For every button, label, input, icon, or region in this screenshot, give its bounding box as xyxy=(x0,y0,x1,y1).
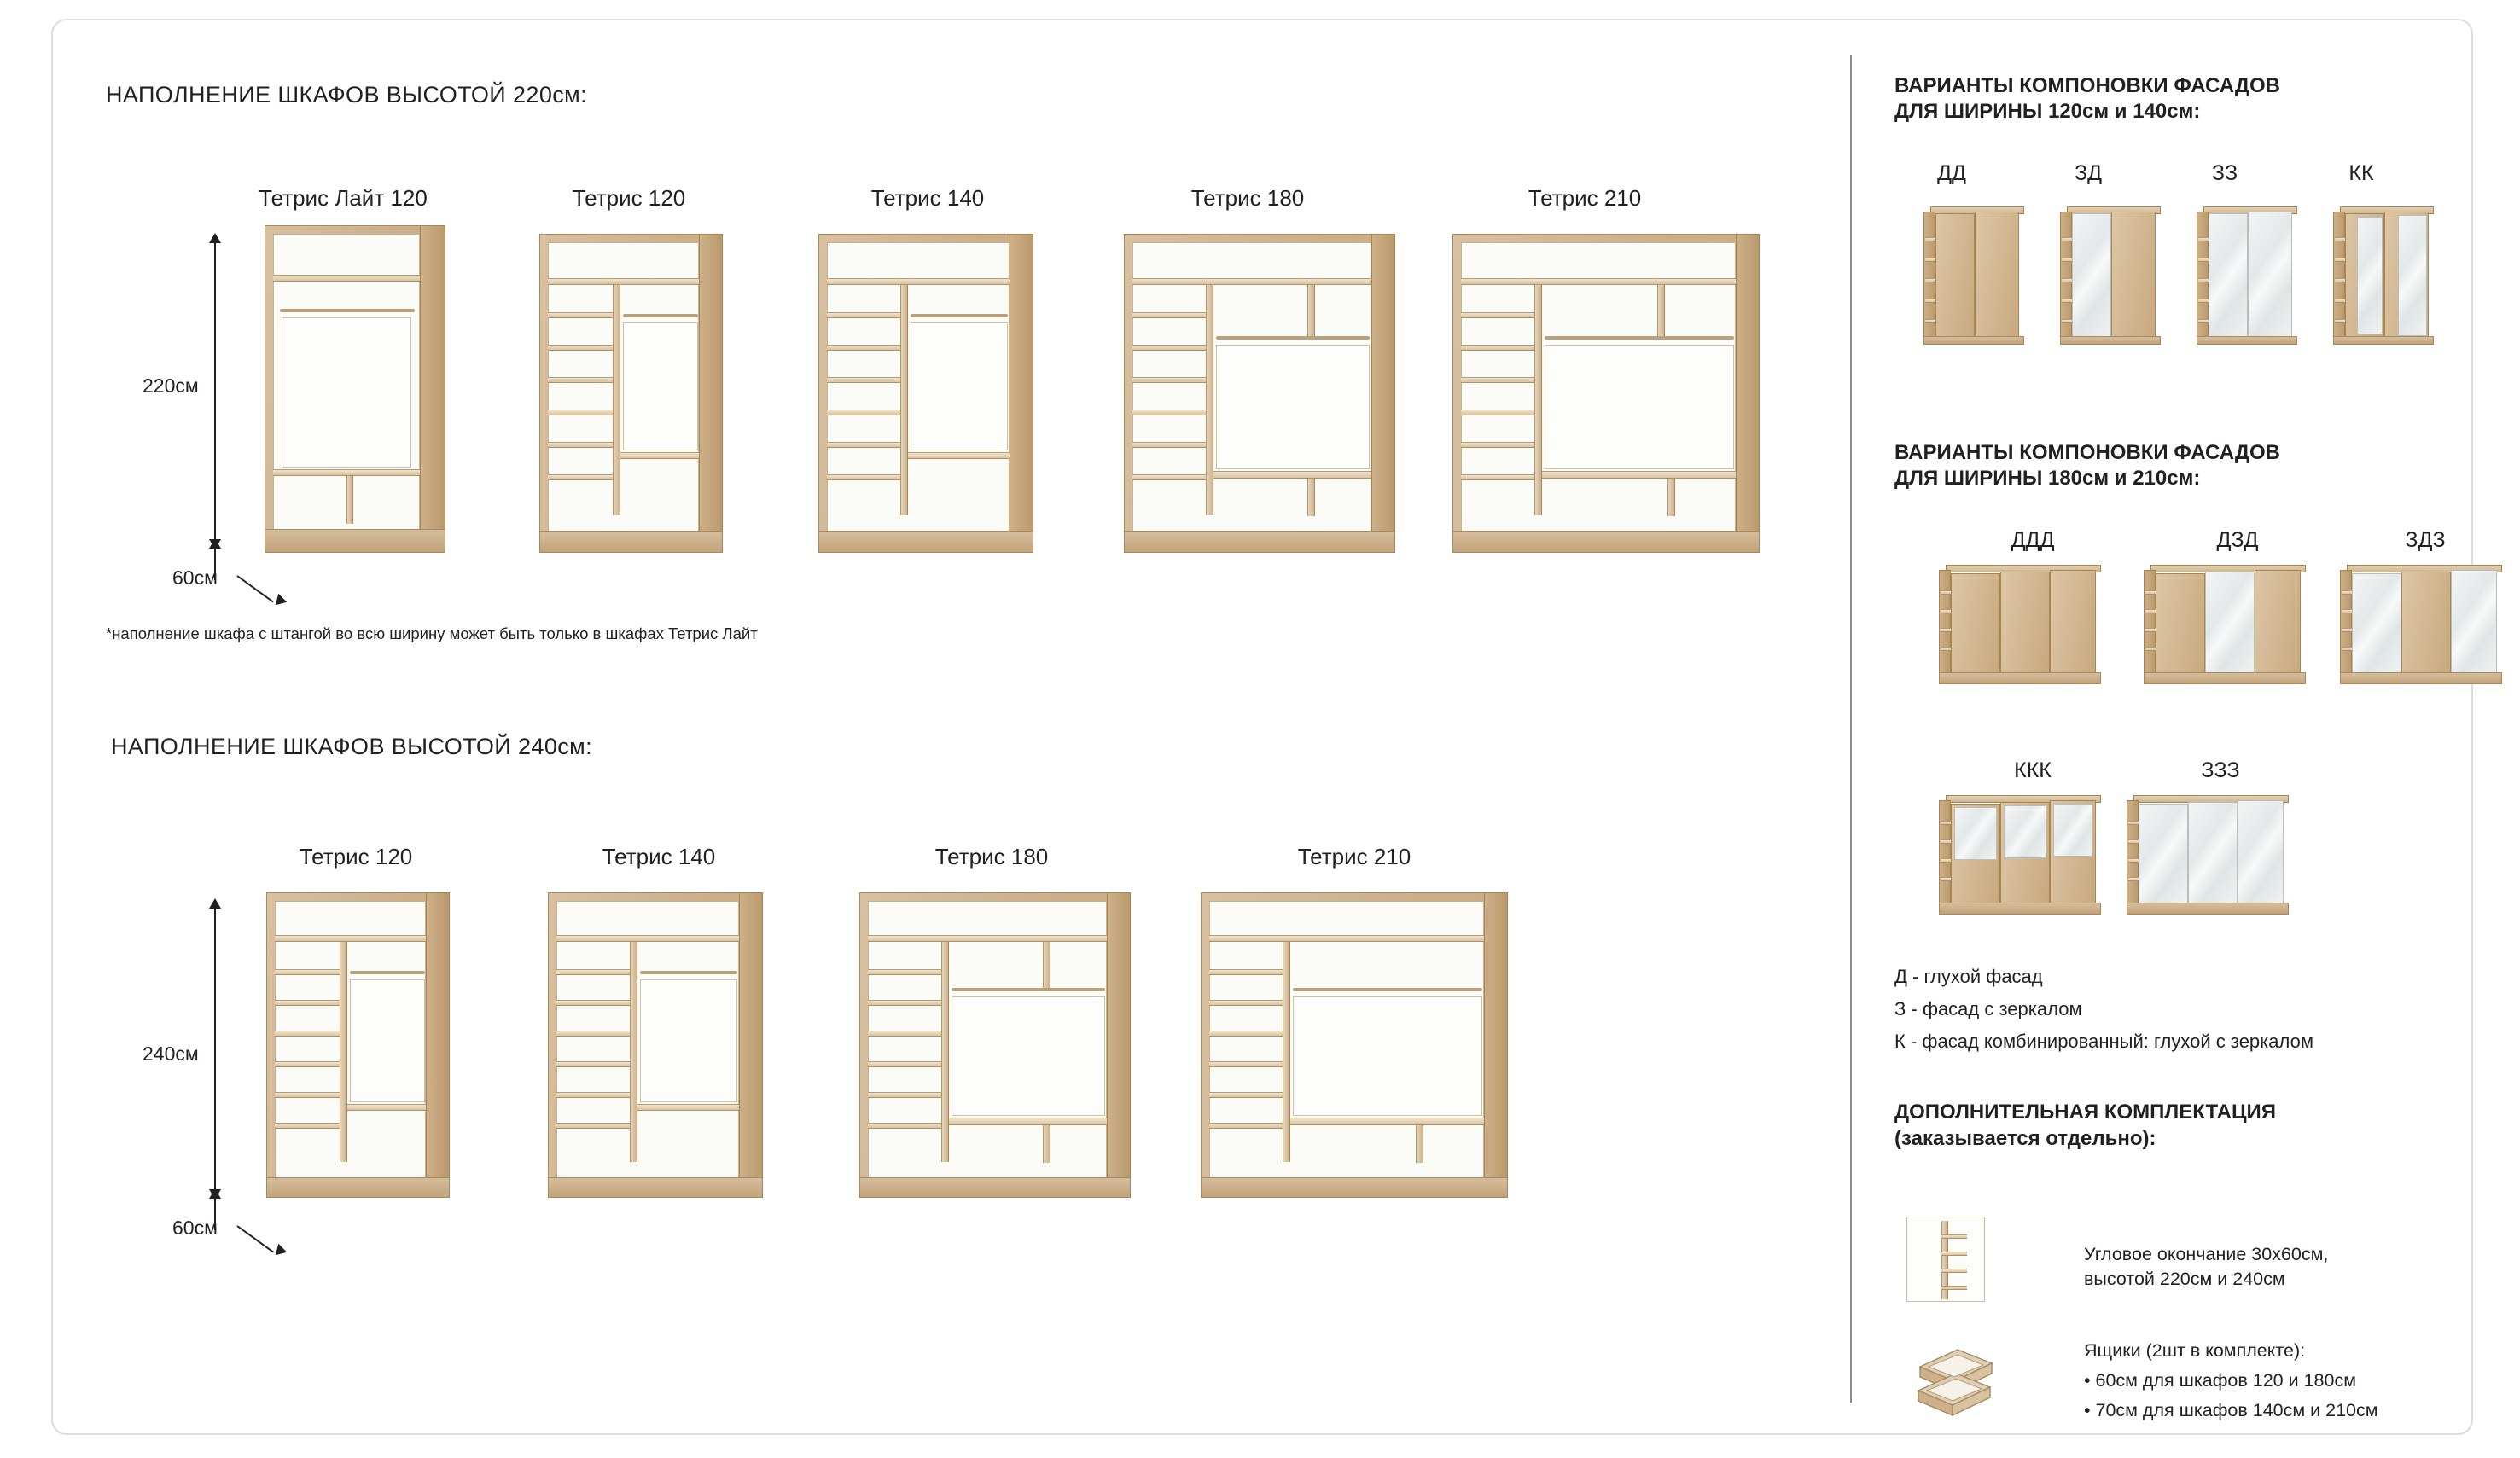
facade-image-dd xyxy=(1923,206,2024,345)
addon-drawers-line2: • 60см для шкафов 120 и 180см xyxy=(2084,1370,2356,1391)
addon-drawers-line3: • 70см для шкафов 140см и 210см xyxy=(2084,1400,2378,1420)
facade-image-zdz xyxy=(2340,565,2502,684)
facades-big-title-line2: ДЛЯ ШИРИНЫ 180см и 210см: xyxy=(1894,467,2201,490)
facade-code-kk: КК xyxy=(2348,161,2374,185)
cabinet-120-h220 xyxy=(539,234,723,553)
cabinet-180-h220 xyxy=(1124,234,1395,553)
legend-d: Д - глухой фасад xyxy=(1894,966,2043,987)
facade-image-zzz xyxy=(2127,795,2289,915)
poster-page xyxy=(51,19,2473,1435)
facade-code-zz: ЗЗ xyxy=(2211,161,2238,185)
drawers-icon xyxy=(1906,1334,2000,1428)
corner-end-icon xyxy=(1906,1217,1985,1302)
vertical-divider xyxy=(1850,55,1852,1403)
cabinet-title-210-h240: Тетрис 210 xyxy=(1297,844,1411,869)
facade-image-zz xyxy=(2197,206,2297,345)
section-title-220: НАПОЛНЕНИЕ ШКАФОВ ВЫСОТОЙ 220см: xyxy=(106,82,587,107)
dimension-60-label-2: 60см xyxy=(172,1217,218,1239)
section1-footnote: *наполнение шкафа с штангой во всю ширину может быть только в шкафах Тетрис Лайт xyxy=(106,624,758,642)
addons-title-line2: (заказывается отдельно): xyxy=(1894,1127,2156,1150)
cabinet-title-180-h220: Тетрис 180 xyxy=(1190,185,1305,211)
facade-code-kkk: ККК xyxy=(2014,758,2052,782)
cabinet-title-120-h240: Тетрис 120 xyxy=(299,844,413,869)
dimension-240-label: 240см xyxy=(143,1043,199,1065)
facade-image-zd xyxy=(2060,206,2161,345)
dimension-60-label-1: 60см xyxy=(172,566,218,589)
facade-code-zdz: ЗДЗ xyxy=(2405,528,2446,552)
facade-code-dzd: ДЗД xyxy=(2216,528,2259,552)
cabinet-120-h240 xyxy=(266,892,450,1198)
cabinet-title-120-h220: Тетрис 120 xyxy=(572,185,686,211)
facades-small-title-line1: ВАРИАНТЫ КОМПОНОВКИ ФАСАДОВ xyxy=(1894,74,2281,97)
cabinet-light120 xyxy=(265,225,445,553)
facade-image-dzd xyxy=(2144,565,2306,684)
facade-image-ddd xyxy=(1939,565,2101,684)
cabinet-140-h220 xyxy=(818,234,1033,553)
addon-drawers-line1: Ящики (2шт в комплекте): xyxy=(2084,1340,2306,1361)
facade-code-ddd: ДДД xyxy=(2011,528,2055,552)
facade-code-zd: ЗД xyxy=(2074,161,2103,185)
facade-code-zzz: ЗЗЗ xyxy=(2201,758,2240,782)
cabinet-title-210-h220: Тетрис 210 xyxy=(1528,185,1642,211)
addon-corner-line2: высотой 220см и 240см xyxy=(2084,1269,2285,1289)
facade-image-kkk xyxy=(1939,795,2101,915)
cabinet-title-light120: Тетрис Лайт 120 xyxy=(259,185,428,211)
cabinet-210-h220 xyxy=(1452,234,1760,553)
addons-title-line1: ДОПОЛНИТЕЛЬНАЯ КОМПЛЕКТАЦИЯ xyxy=(1894,1101,2277,1124)
facade-code-dd: ДД xyxy=(1937,161,1966,185)
dimension-220-label: 220см xyxy=(143,375,199,397)
legend-k: К - фасад комбинированный: глухой с зеркалом xyxy=(1894,1031,2313,1052)
addon-corner-line1: Угловое окончание 30х60см, xyxy=(2084,1244,2329,1264)
section-title-240: НАПОЛНЕНИЕ ШКАФОВ ВЫСОТОЙ 240см: xyxy=(111,734,592,759)
facades-big-title-line1: ВАРИАНТЫ КОМПОНОВКИ ФАСАДОВ xyxy=(1894,441,2281,464)
cabinet-180-h240 xyxy=(859,892,1131,1198)
cabinet-title-140-h240: Тетрис 140 xyxy=(602,844,716,869)
cabinet-title-140-h220: Тетрис 140 xyxy=(870,185,985,211)
cabinet-210-h240 xyxy=(1201,892,1508,1198)
facade-image-kk xyxy=(2333,206,2434,345)
legend-z: З - фасад с зеркалом xyxy=(1894,998,2082,1019)
facades-small-title-line2: ДЛЯ ШИРИНЫ 120см и 140см: xyxy=(1894,100,2201,123)
cabinet-title-180-h240: Тетрис 180 xyxy=(934,844,1049,869)
cabinet-140-h240 xyxy=(548,892,763,1198)
